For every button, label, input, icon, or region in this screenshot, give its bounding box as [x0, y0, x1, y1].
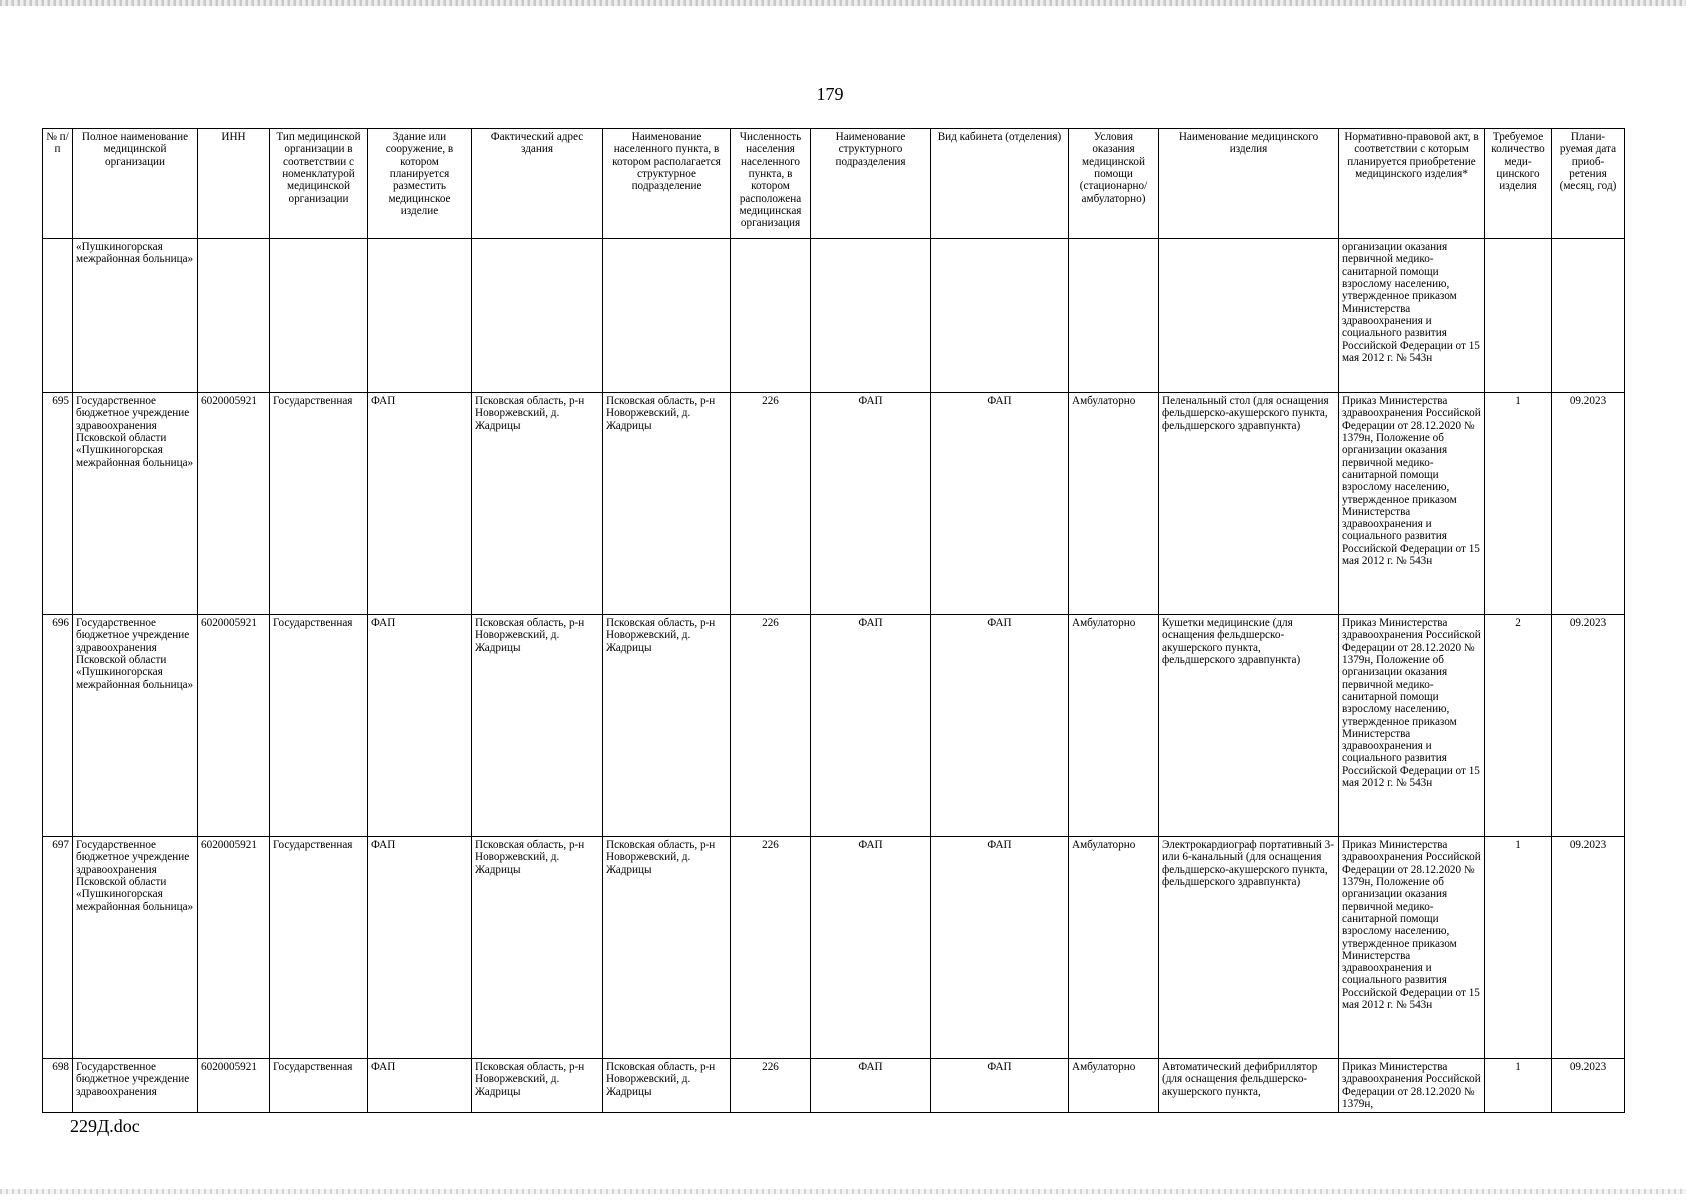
row-number-cell: 697 [43, 837, 73, 1059]
cabinet-cell: ФАП [931, 837, 1069, 1059]
legal-act-cell: Приказ Министерства здравоохранения Российской Федерации от 28.12.2020 № 1379н, [1339, 1059, 1485, 1113]
device-name-cell: Кушетки медицинские (для оснащения фельдшерско-акушерского пункта, фельдшерского здравпункта) [1159, 615, 1339, 837]
row-number-cell: 695 [43, 393, 73, 615]
cabinet-cell: ФАП [931, 615, 1069, 837]
scan-edge-top [0, 0, 1686, 6]
page-number: 179 [816, 84, 844, 104]
settlement-cell: Псковская область, р-н Новоржевский, д. Жадрицы [603, 837, 731, 1059]
unit-cell: ФАП [811, 837, 931, 1059]
inn-cell: 6020005921 [198, 615, 270, 837]
legal-act-cell: организации оказания первичной медико-санитарной помощи взрослому населению, утвержденное приказом Министерства здравоохранения и социального развития Российской Федерации от 15 мая 2012 г. № 543н [1339, 239, 1485, 393]
inn-cell: 6020005921 [198, 1059, 270, 1113]
settlement-cell: Псковская область, р-н Новоржевский, д. Жадрицы [603, 615, 731, 837]
header-cell: Плани-руемая дата приоб-ретения (месяц, год) [1552, 129, 1625, 239]
header-cell: ИНН [198, 129, 270, 239]
quantity-cell: 1 [1485, 1059, 1552, 1113]
table-header-row [43, 129, 1625, 239]
population-cell: 226 [731, 837, 811, 1059]
header-cell: Тип медицинской организации в соответствии с номенклатурой медицинской организации [270, 129, 368, 239]
header-cell: Численность населения населенного пункта, в котором расположена медицинская организация [731, 129, 811, 239]
header-cell: Наименование населенного пункта, в котором располагается структурное подразделение [603, 129, 731, 239]
cabinet-cell: ФАП [931, 393, 1069, 615]
date-cell: 09.2023 [1552, 1059, 1625, 1113]
header-cell: № п/п [43, 129, 73, 239]
header-cell: Вид кабинета (отделения) [931, 129, 1069, 239]
continuation-row [43, 239, 1625, 393]
org-name-cell: «Пушкиногорская межрайонная больница» [73, 239, 198, 393]
footer-filename: 229Д.doc [70, 1116, 140, 1136]
header-cell: Нормативно-правовой акт, в соответствии с которым планируется приобретение медицинского изделия* [1339, 129, 1485, 239]
date-cell: 09.2023 [1552, 615, 1625, 837]
org-type-cell: Государственная [270, 1059, 368, 1113]
org-name-cell: Государственное бюджетное учреждение здравоохранения Псковской области «Пушкиногорская межрайонная больница» [73, 837, 198, 1059]
conditions-cell: Амбулаторно [1069, 1059, 1159, 1113]
address-cell: Псковская область, р-н Новоржевский, д. Жадрицы [472, 393, 603, 615]
org-type-cell: Государственная [270, 615, 368, 837]
conditions-cell: Амбулаторно [1069, 837, 1159, 1059]
org-type-cell: Государственная [270, 393, 368, 615]
row-number-cell: 696 [43, 615, 73, 837]
org-name-cell: Государственное бюджетное учреждение здравоохранения [73, 1059, 198, 1113]
population-cell: 226 [731, 1059, 811, 1113]
address-cell: Псковская область, р-н Новоржевский, д. Жадрицы [472, 837, 603, 1059]
device-name-cell: Пеленальный стол (для оснащения фельдшерско-акушерского пункта, фельдшерского здравпункта) [1159, 393, 1339, 615]
address-cell: Псковская область, р-н Новоржевский, д. Жадрицы [472, 615, 603, 837]
legal-act-cell: Приказ Министерства здравоохранения Российской Федерации от 28.12.2020 № 1379н, Положение об организации оказания первичной медико-санитарной помощи взрослому населению, утвержденное приказом Министерства здравоохранения и социального развития Российской Федерации от 15 мая 2012 г. № 543н [1339, 393, 1485, 615]
row-number-cell: 698 [43, 1059, 73, 1113]
legal-act-cell: Приказ Министерства здравоохранения Российской Федерации от 28.12.2020 № 1379н, Положение об организации оказания первичной медико-санитарной помощи взрослому населению, утвержденное приказом Министерства здравоохранения и социального развития Российской Федерации от 15 мая 2012 г. № 543н [1339, 837, 1485, 1059]
conditions-cell: Амбулаторно [1069, 393, 1159, 615]
inn-cell: 6020005921 [198, 837, 270, 1059]
table-row [43, 837, 1625, 1059]
device-name-cell: Электрокардиограф портативный 3- или 6-канальный (для оснащения фельдшерско-акушерского пункта, фельдшерского здравпункта) [1159, 837, 1339, 1059]
header-cell: Наименование медицинского изделия [1159, 129, 1339, 239]
address-cell: Псковская область, р-н Новоржевский, д. Жадрицы [472, 1059, 603, 1113]
population-cell: 226 [731, 393, 811, 615]
settlement-cell: Псковская область, р-н Новоржевский, д. Жадрицы [603, 393, 731, 615]
building-cell: ФАП [368, 837, 472, 1059]
unit-cell: ФАП [811, 615, 931, 837]
quantity-cell: 2 [1485, 615, 1552, 837]
quantity-cell: 1 [1485, 393, 1552, 615]
unit-cell: ФАП [811, 393, 931, 615]
cabinet-cell: ФАП [931, 1059, 1069, 1113]
header-cell: Полное наименование медицинской организации [73, 129, 198, 239]
building-cell: ФАП [368, 393, 472, 615]
scan-edge-bottom [0, 1189, 1686, 1194]
table-row [43, 615, 1625, 837]
device-name-cell: Автоматический дефибриллятор (для оснащения фельдшерско-акушерского пункта, [1159, 1059, 1339, 1113]
quantity-cell: 1 [1485, 837, 1552, 1059]
legal-act-cell: Приказ Министерства здравоохранения Российской Федерации от 28.12.2020 № 1379н, Положение об организации оказания первичной медико-санитарной помощи взрослому населению, утвержденное приказом Министерства здравоохранения и социального развития Российской Федерации от 15 мая 2012 г. № 543н [1339, 615, 1485, 837]
building-cell: ФАП [368, 1059, 472, 1113]
org-name-cell: Государственное бюджетное учреждение здравоохранения Псковской области «Пушкиногорская межрайонная больница» [73, 393, 198, 615]
settlement-cell: Псковская область, р-н Новоржевский, д. Жадрицы [603, 1059, 731, 1113]
population-cell: 226 [731, 615, 811, 837]
header-cell: Здание или сооружение, в котором планируется разместить медицинское изделие [368, 129, 472, 239]
org-type-cell: Государственная [270, 837, 368, 1059]
building-cell: ФАП [368, 615, 472, 837]
header-cell: Наименование структурного подразделения [811, 129, 931, 239]
org-name-cell: Государственное бюджетное учреждение здравоохранения Псковской области «Пушкиногорская межрайонная больница» [73, 615, 198, 837]
table-row [43, 393, 1625, 615]
header-cell: Условия оказания медицинской помощи (стационарно/ амбулаторно) [1069, 129, 1159, 239]
medical-devices-table [42, 128, 1625, 1113]
conditions-cell: Амбулаторно [1069, 615, 1159, 837]
inn-cell: 6020005921 [198, 393, 270, 615]
table-row [43, 1059, 1625, 1113]
unit-cell: ФАП [811, 1059, 931, 1113]
header-cell: Требуемое количество меди-цинского изделия [1485, 129, 1552, 239]
date-cell: 09.2023 [1552, 837, 1625, 1059]
date-cell: 09.2023 [1552, 393, 1625, 615]
header-cell: Фактический адрес здания [472, 129, 603, 239]
